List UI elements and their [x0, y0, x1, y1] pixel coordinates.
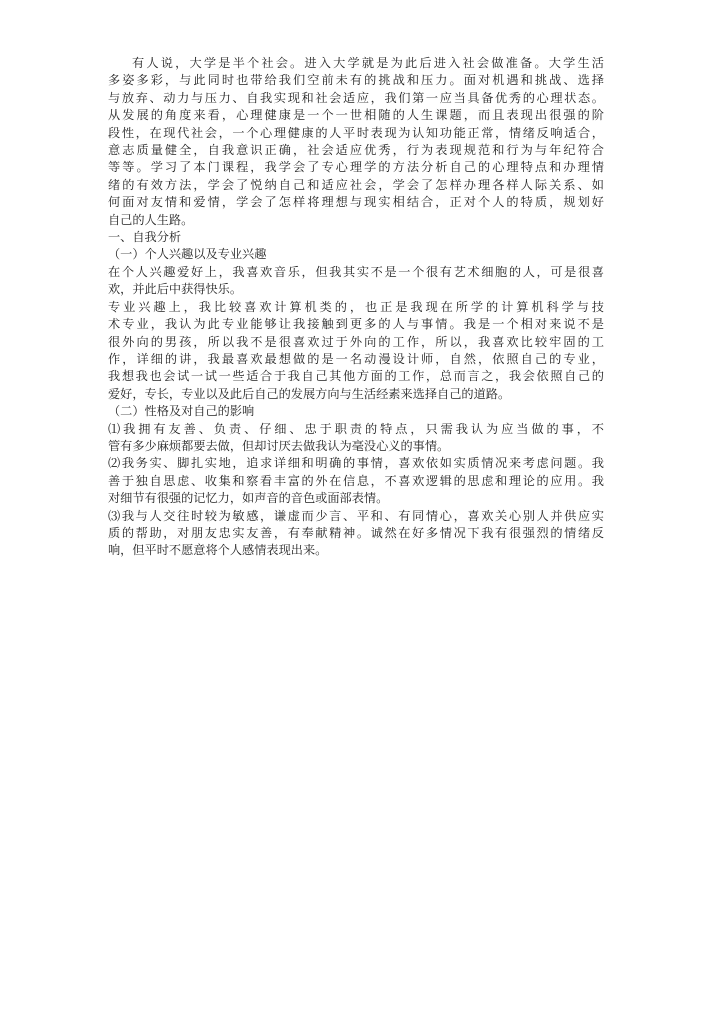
text-line: 专业兴趣上，我比较喜欢计算机类的，也正是我现在所学的计算机科学与技 — [108, 299, 604, 314]
text-line: 对细节有很强的记忆力，如声音的音色或面部表情。 — [108, 491, 389, 506]
intro-paragraph — [108, 55, 604, 229]
text-line: ⑶我与人交往时较为敏感，谦虚而少言、平和、有同情心，喜欢关心别人并供应实 — [108, 508, 604, 523]
subsection-heading: （一）个人兴趣以及专业兴趣 — [108, 247, 267, 262]
text-line: 绪的有效方法，学会了悦纳自己和适应社会，学会了怎样办理各样人际关系、如 — [108, 177, 604, 192]
text-line: 善于独自思虑、收集和察看丰富的外在信息，不喜欢逻辑的思虑和理论的应用。我 — [108, 473, 604, 488]
text-line: ⑴我拥有友善、负责、仔细、忠于职责的特点，只需我认为应当做的事，不 — [108, 421, 604, 436]
text-line: 从发展的角度来看，心理健康是一个一世相随的人生课题，而且表现出很强的阶 — [108, 108, 604, 123]
text-line: 管有多少麻烦都要去做，但却讨厌去做我认为毫没心义的事情。 — [108, 438, 450, 453]
text-line: 在个人兴趣爱好上，我喜欢音乐，但我其实不是一个很有艺术细胞的人，可是很喜 — [108, 264, 604, 279]
document-body — [108, 55, 604, 560]
text-line: 爱好，专长，专业以及此后自己的发展方向与生活经素来选择自己的道路。 — [108, 386, 511, 401]
text-line: 质的帮助，对朋友忠实友善，有奉献精神。诚然在好多情况下我有很强烈的情绪反 — [108, 525, 604, 540]
text-line: 作，详细的讲，我最喜欢最想做的是一名动漫设计师，自然，依照自己的专业， — [108, 351, 604, 366]
text-line: 何面对友情和爱情，学会了怎样将理想与现实相结合，正对个人的特质，规划好 — [108, 195, 604, 210]
text-line: 很外向的男孩，所以我不是很喜欢过于外向的工作，所以，我喜欢比较牢固的工 — [108, 334, 604, 349]
section-heading: 一、自我分析 — [108, 230, 182, 245]
text-line: 段性，在现代社会，一个心理健康的人平时表现为认知功能正常，情绪反响适合， — [108, 125, 604, 140]
text-line: 术专业，我认为此专业能够让我接触到更多的人与事情。我是一个相对来说不是 — [108, 317, 604, 332]
text-line: 意志质量健全，自我意识正确，社会适应优秀，行为表现规范和行为与年纪符合 — [108, 143, 604, 158]
text-line: 欢，并此后中获得快乐。 — [108, 282, 243, 297]
list-item — [108, 421, 604, 456]
text-line: 我想我也会试一试一些适合于我自己其他方面的工作，总而言之，我会依照自己的 — [108, 369, 604, 384]
hobby-paragraph — [108, 264, 604, 299]
text-line: 有人说，大学是半个社会。进入大学就是为此后进入社会做准备。大学生活 — [132, 56, 604, 70]
text-line: 等等。学习了本门课程，我学会了专心理学的方法分析自己的心理特点和办理情 — [108, 160, 604, 175]
list-item — [108, 455, 604, 507]
text-line: 自己的人生路。 — [108, 212, 194, 227]
text-line: 多姿多彩，与此同时也带给我们空前未有的挑战和压力。面对机遇和挑战、选择 — [108, 73, 604, 88]
list-item — [108, 508, 604, 560]
text-line: 响，但平时不愿意将个人感情表现出来。 — [108, 543, 328, 558]
subsection-heading: （二）性格及对自己的影响 — [108, 404, 255, 419]
text-line: 与放弃、动力与压力、自我实现和社会适应，我们第一应当具备优秀的心理状态。 — [108, 90, 604, 105]
major-paragraph — [108, 299, 604, 403]
text-line: ⑵我务实、脚扎实地，追求详细和明确的事情，喜欢依如实质情况来考虑问题。我 — [108, 456, 604, 471]
